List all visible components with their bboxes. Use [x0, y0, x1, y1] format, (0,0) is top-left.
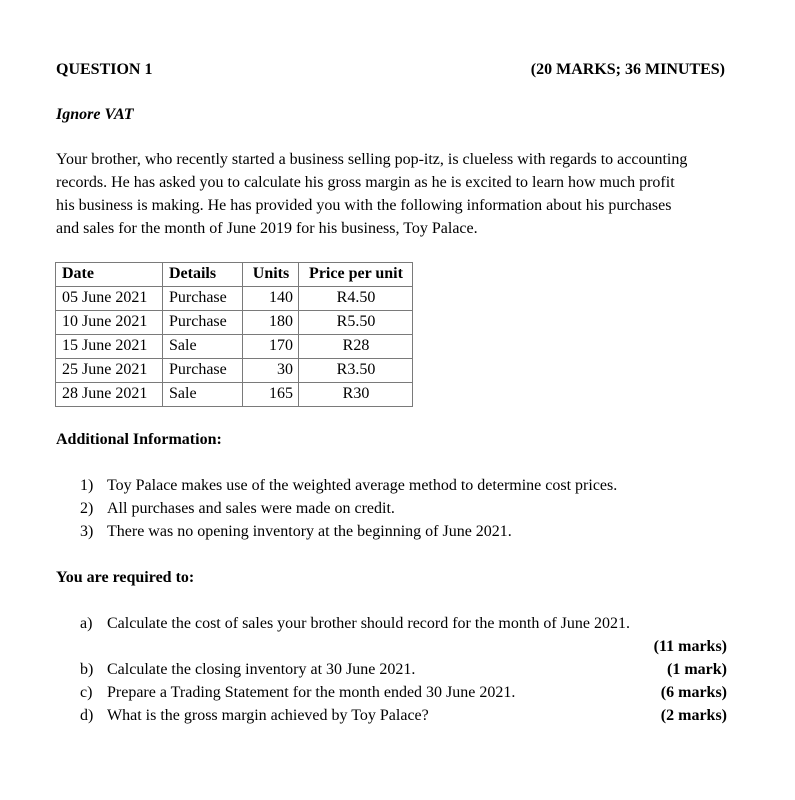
marks-label: (11 marks) — [653, 638, 727, 655]
list-item — [80, 612, 630, 635]
list-item-text: All purchases and sales were made on credit. — [107, 500, 395, 517]
vat-note: Ignore VAT — [56, 106, 134, 123]
list-item-text: Calculate the cost of sales your brother should record for the month of June 2021. — [107, 615, 630, 632]
list-item-text: Calculate the closing inventory at 30 June 2021. — [107, 661, 416, 678]
question-header — [56, 58, 725, 81]
cell-details: Purchase — [163, 359, 243, 383]
table-row — [56, 383, 413, 407]
cell-units: 165 — [243, 383, 299, 407]
list-item-number: c) — [80, 684, 93, 701]
list-item — [80, 704, 429, 727]
cell-price: R4.50 — [299, 287, 413, 311]
cell-date: 28 June 2021 — [56, 383, 163, 407]
cell-date: 10 June 2021 — [56, 311, 163, 335]
cell-units: 170 — [243, 335, 299, 359]
marks-label: (6 marks) — [660, 684, 727, 701]
cell-details: Sale — [163, 383, 243, 407]
cell-date: 15 June 2021 — [56, 335, 163, 359]
cell-units: 180 — [243, 311, 299, 335]
table-header-row — [56, 263, 413, 287]
cell-units: 140 — [243, 287, 299, 311]
column-header-price: Price per unit — [299, 263, 413, 287]
intro-line: his business is making. He has provided you with the following information about his purchases — [56, 197, 672, 214]
required-heading: You are required to: — [56, 569, 195, 586]
transactions-table — [55, 262, 413, 407]
list-item-number: a) — [80, 615, 93, 632]
question-title: QUESTION 1 — [56, 61, 153, 78]
intro-line: Your brother, who recently started a business selling pop-itz, is clueless with regards to accounting — [56, 151, 688, 168]
table-row — [56, 335, 413, 359]
cell-price: R3.50 — [299, 359, 413, 383]
column-header-units: Units — [243, 263, 299, 287]
marks-label: (1 mark) — [667, 661, 727, 678]
intro-paragraph — [56, 148, 736, 240]
additional-info-heading: Additional Information: — [56, 431, 222, 448]
cell-date: 05 June 2021 — [56, 287, 163, 311]
column-header-date: Date — [56, 263, 163, 287]
list-item — [80, 658, 415, 681]
marks-label: (2 marks) — [660, 707, 727, 724]
cell-price: R5.50 — [299, 311, 413, 335]
list-item — [80, 474, 617, 497]
list-item-text: There was no opening inventory at the beginning of June 2021. — [107, 523, 512, 540]
list-item-number: 1) — [80, 477, 94, 494]
table-row — [56, 287, 413, 311]
list-item-number: d) — [80, 707, 94, 724]
list-item-number: 3) — [80, 523, 94, 540]
table-row — [56, 311, 413, 335]
list-item — [80, 520, 512, 543]
list-item-number: b) — [80, 661, 94, 678]
list-item — [80, 681, 515, 704]
cell-details: Sale — [163, 335, 243, 359]
cell-details: Purchase — [163, 287, 243, 311]
question-marks: (20 MARKS; 36 MINUTES) — [530, 61, 725, 78]
list-item-text: What is the gross margin achieved by Toy Palace? — [107, 707, 429, 724]
intro-line: records. He has asked you to calculate his gross margin as he is excited to learn how much profit — [56, 174, 675, 191]
intro-line: and sales for the month of June 2019 for his business, Toy Palace. — [56, 220, 478, 237]
cell-details: Purchase — [163, 311, 243, 335]
cell-date: 25 June 2021 — [56, 359, 163, 383]
list-item-text: Toy Palace makes use of the weighted average method to determine cost prices. — [107, 477, 618, 494]
column-header-details: Details — [163, 263, 243, 287]
list-item-text: Prepare a Trading Statement for the month ended 30 June 2021. — [107, 684, 516, 701]
list-item — [80, 497, 395, 520]
list-item-number: 2) — [80, 500, 94, 517]
cell-units: 30 — [243, 359, 299, 383]
table-row — [56, 359, 413, 383]
cell-price: R28 — [299, 335, 413, 359]
cell-price: R30 — [299, 383, 413, 407]
